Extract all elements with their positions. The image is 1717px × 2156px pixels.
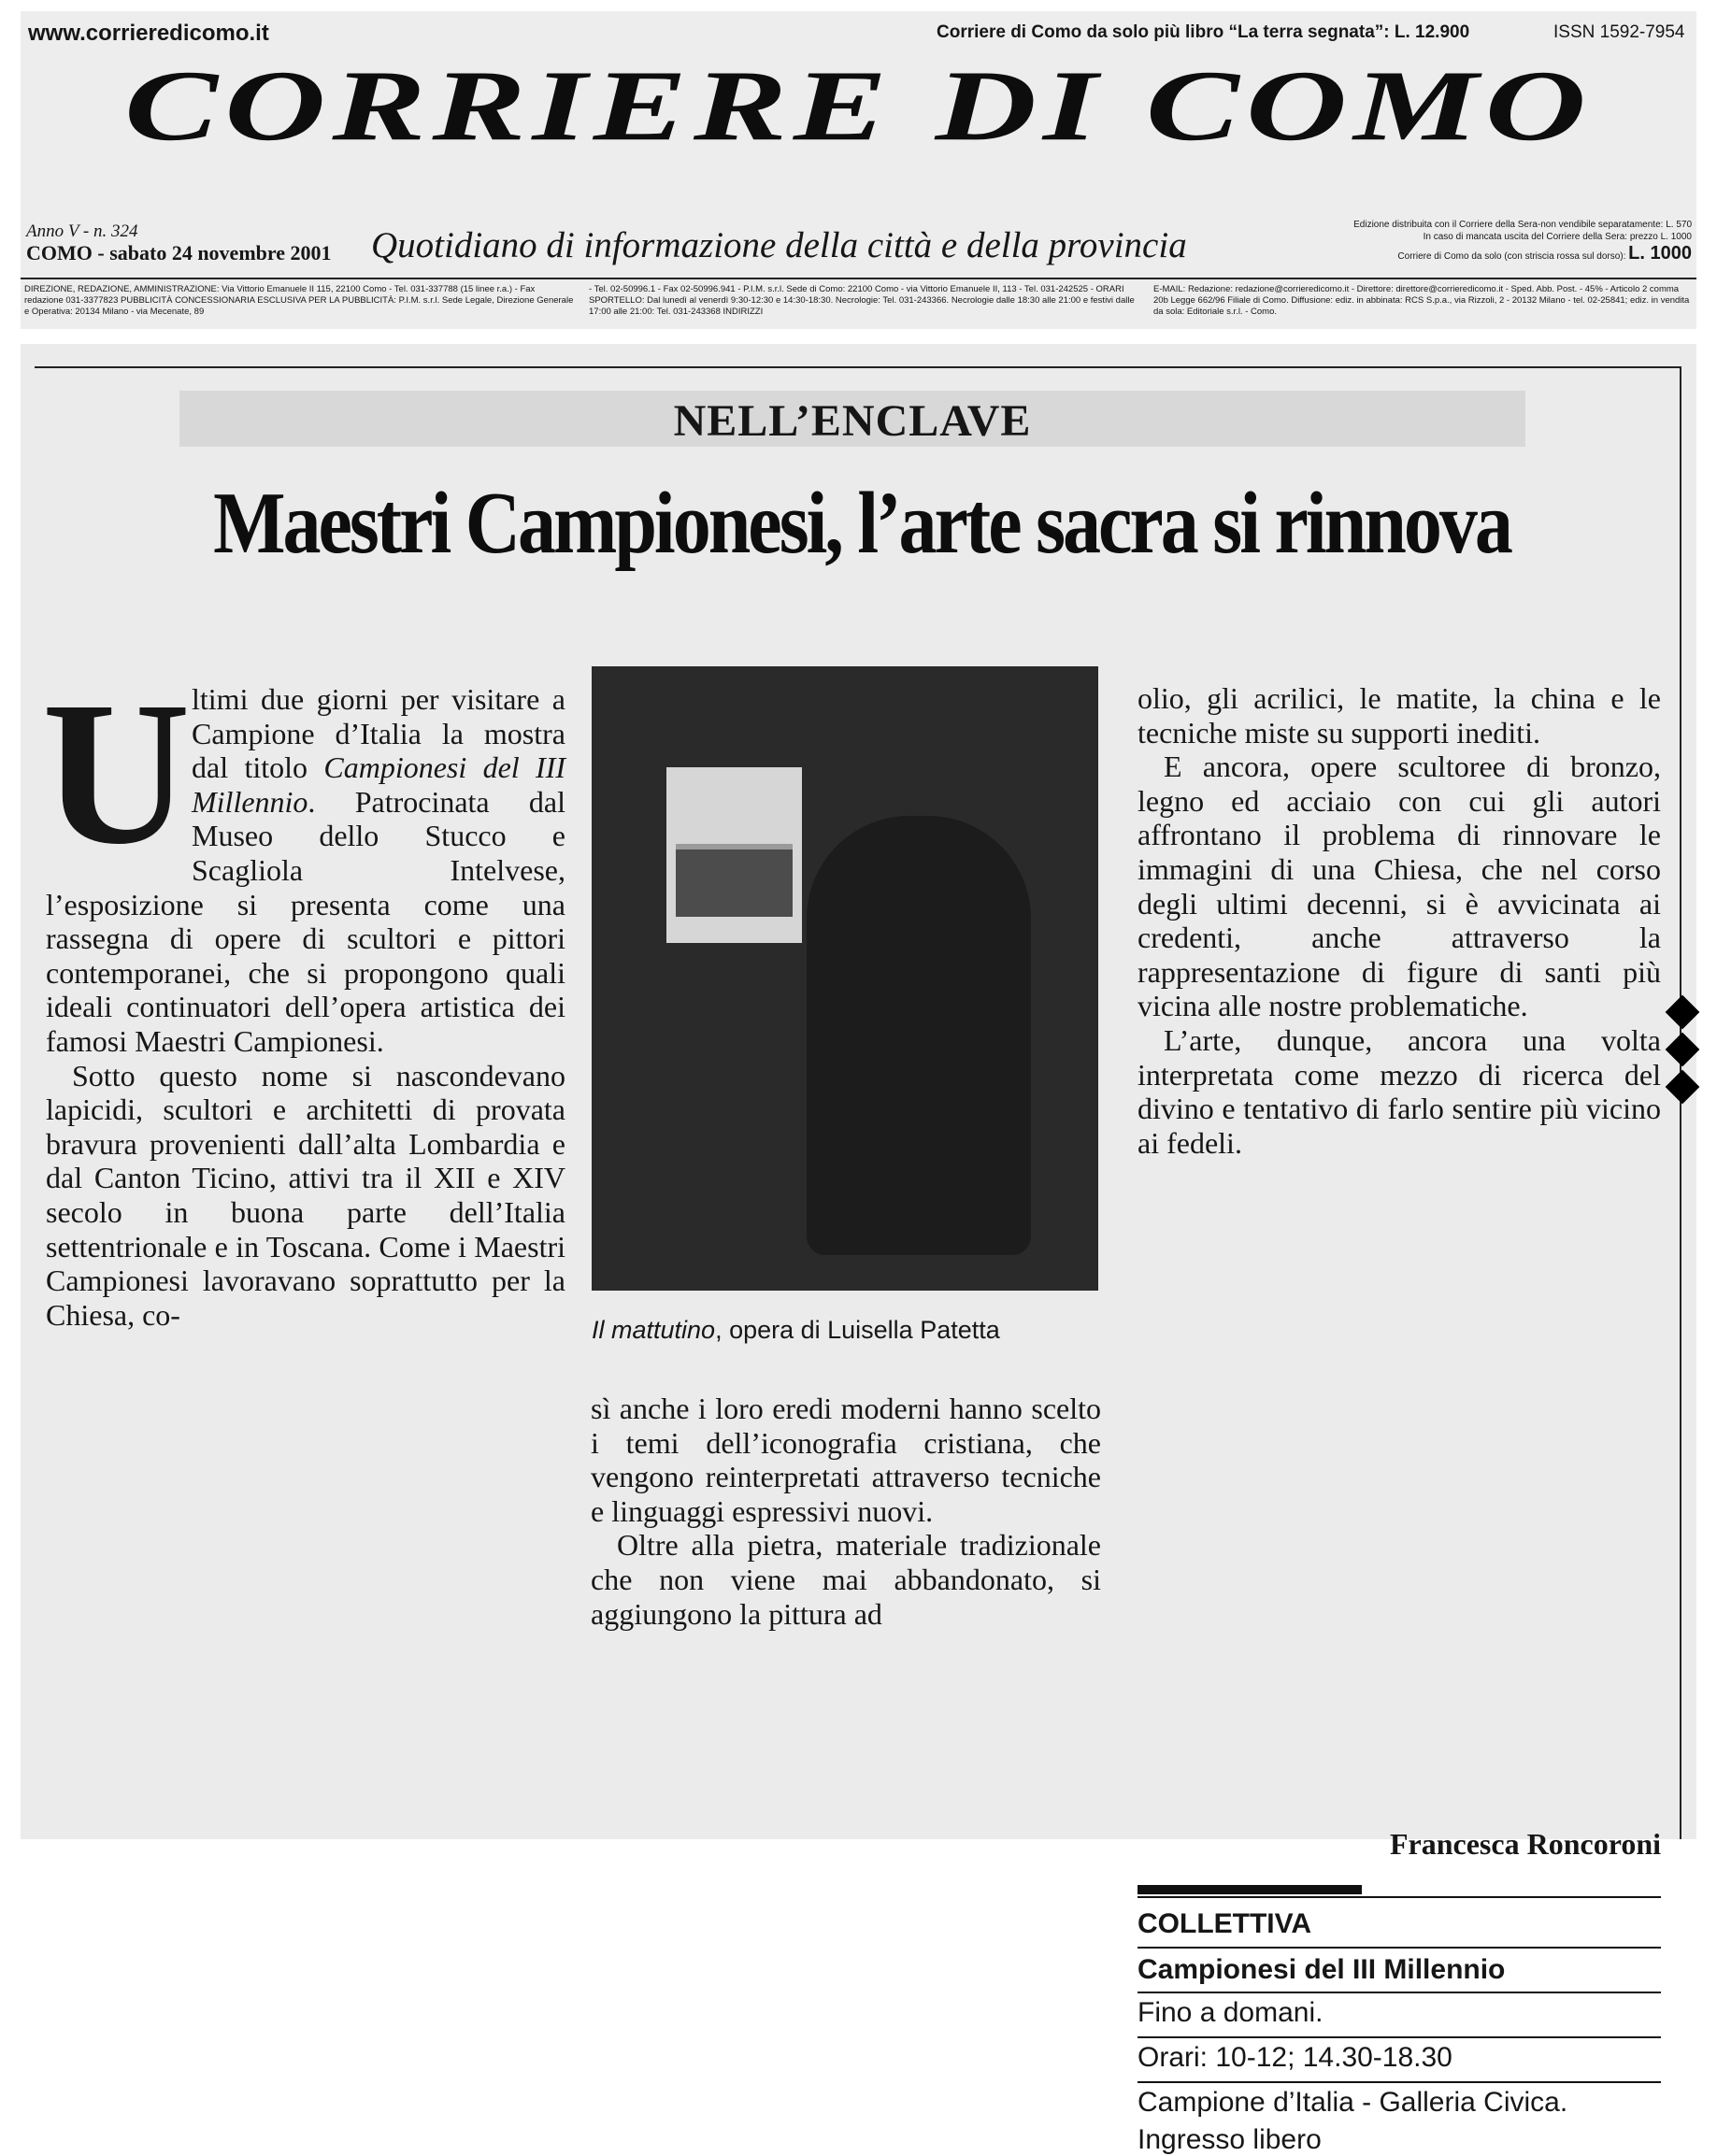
caption-artwork-title: Il mattutino [592,1316,716,1344]
edition-line: Edizione distribuita con il Corriere della Sera-non vendibile separatamente: L. 570 [1353,220,1692,230]
info-rule [1138,2081,1661,2083]
edition-prices [1348,219,1692,264]
masthead [21,11,1696,329]
contact-info: - Tel. 02-50996.1 - Fax 02-50996.941 - P.I.M. s.r.l. Sede di Como: 22100 Como - via Vittorio Emanuele II, 113 - Tel. 031-242525 - ORARI SPORTELLO: Dal lunedì al venerdì 9:30-12:30 e 14:30-18:30. Necrologie: Tel. 031-243366. Necrologie dalle 18:30 alle 21:00 e festivi dalle 17:00 alle 21:00: Tel. 031-243368 INDIRIZZI [589,284,1135,317]
exhibition-title: Campionesi del III Millennio [192,750,566,819]
info-where: Campione d’Italia - Galleria Civica. [1138,2087,1568,2118]
paragraph [42,659,566,1059]
info-when: Fino a domani. [1138,1997,1324,2028]
photo-window [666,767,802,943]
info-title: Campionesi del III Millennio [1138,1954,1506,1985]
edition-price: L. 1000 [1628,243,1692,264]
info-rule [1138,2036,1661,2038]
photo-figure [807,816,1031,1255]
info-entry: Ingresso libero [1138,2124,1322,2155]
contact-info: DIREZIONE, REDAZIONE, AMMINISTRAZIONE: Via Vittorio Emanuele II 115, 22100 Como - Tel. 031-337788 (15 linee r.a.) - Fax redazione 031-3377823 PUBBLICITÀ CONCESSIONARIA ESCLUSIVA PER LA PUBBLICITÀ: P.I.M. s.r.l. Sede Legale, Direzione Generale e Operativa: 20134 Milano - via Mecenate, 89 [24,284,574,317]
kicker: NELL’ENCLAVE [673,396,1032,446]
book-offer: Corriere di Como da solo più libro “La terra segnata”: L. 12.900 [937,22,1470,42]
paragraph: sì anche i loro eredi moderni hanno scelto i temi dell’iconografia cristiana, che vengono reinterpretati attraverso tecniche e linguaggi espressivi nuovi. [591,1392,1101,1528]
info-rule [1138,1947,1661,1949]
diamond-marker [1666,1033,1700,1067]
website-url: www.corrieredicomo.it [28,21,269,46]
column-2 [591,1392,1101,1631]
issue-date: COMO - sabato 24 novembre 2001 [26,241,332,264]
article [21,344,1696,2155]
text-run: ltimi due giorni per visitare a Campione d’Italia la mostra dal titolo [192,682,565,785]
newspaper-tagline: Quotidiano di informazione della città e della provincia [371,225,1187,265]
issn: ISSN 1592-7954 [1553,22,1685,42]
edition-label: Corriere di Como da solo (con striscia rossa sul dorso): [1397,251,1626,262]
paragraph: olio, gli acrilici, le matite, la china e le tecniche miste su supporti inediti. [1138,681,1661,750]
masthead-rule [21,278,1696,279]
artwork-photo [592,666,1098,1291]
paragraph: Oltre alla pietra, materiale tradizionale che non viene mai abbandonato, si aggiungono la pittura ad [591,1528,1101,1631]
paragraph: L’arte, dunque, ancora una volta interpretata come mezzo di ricerca del divino e tentativo di farlo sentire più vicino ai fedeli. [1138,1022,1661,1160]
edition-line [1348,243,1692,264]
newspaper-title: CORRIERE DI COMO [124,50,1593,162]
diamond-marker [1666,1070,1700,1105]
info-hours: Orari: 10-12; 14.30-18.30 [1138,2042,1452,2073]
column-3 [1138,681,1661,1160]
info-bar [1138,1885,1362,1894]
photo-landscape [676,844,793,917]
paragraph: Sotto questo nome si nascondevano lapicidi, scultori e architetti di provata bravura provenienti dall’alta Lombardia e dal Canton Ticino, attivi tra il XII e XIV secolo in buona parte dell’Italia settentrionale e in Toscana. Come i Maestri Campionesi lavoravano soprattutto per la Chiesa, co- [46,1058,565,1332]
headline: Maestri Campionesi, l’arte sacra si rinnova [213,474,1510,572]
text-run: . Patrocinata dal Museo dello Stucco e Scagliola Intelvese, l’esposizione si presenta come una rassegna di opere di scultori e pittori contemporanei, che si propongono quali ideali continuatori dell’opera artistica dei famosi Maestri Campionesi. [46,784,565,1058]
paragraph: E ancora, opere scultoree di bronzo, legno ed acciaio con cui gli autori affrontano il problema di rinnovare le immagini di una Chiesa, che nel corso degli ultimi decenni, si è avvicinata ai credenti, anche attraverso la rappresentazione di figure di santi più vicina alle nostre problematiche. [1138,750,1661,1023]
column-1 [42,659,566,1332]
top-rule [35,366,1680,368]
info-rule [1138,1992,1661,1993]
contact-info: E-MAIL: Redazione: redazione@corrieredicomo.it - Direttore: direttore@corrieredicomo.it - Sped. Abb. Post. - 45% - Articolo 2 comma 20b Legge 662/96 Filiale di Como. Diffusione: ediz. in abbinata: RCS S.p.a., via Rizzoli, 2 - 20132 Milano - tel. 02-25841; ediz. in vendita da sola: Editoriale s.r.l. - Como. [1153,284,1690,317]
issue-number: Anno V - n. 324 [26,221,138,241]
diamond-marker [1666,995,1700,1030]
byline: Francesca Roncoroni [1389,1827,1661,1861]
edition-line: In caso di mancata uscita del Corriere della Sera: prezzo L. 1000 [1423,232,1692,242]
info-label: COLLETTIVA [1138,1908,1312,1939]
info-rule [1138,1896,1661,1898]
caption-text: , opera di Luisella Patetta [715,1316,1000,1344]
photo-caption [592,1316,1101,1345]
drop-cap: U [42,659,191,887]
